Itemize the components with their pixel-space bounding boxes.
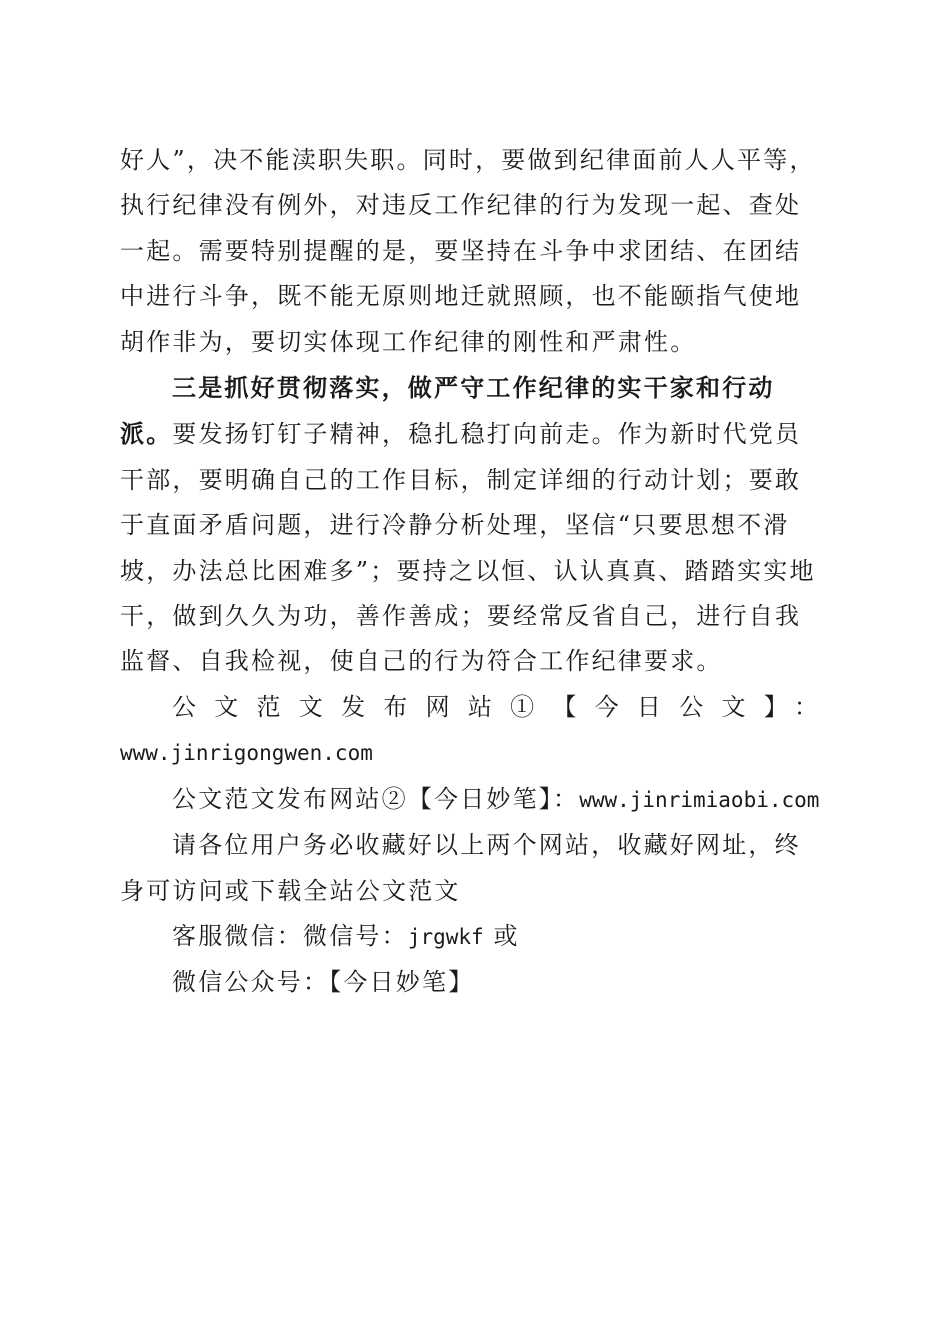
paragraph-discipline-equality: 好人”，决不能渎职失职。同时，要做到纪律面前人人平等，执行纪律没有例外，对违反工作纪律的行为发现一起、查处一起。需要特别提醒的是，要坚持在斗争中求团结、在团结中进行斗争，既不能无原则地迁就照顾，也不能颐指气使地胡作非为，要切实体现工作纪律的刚性和严肃性。 <box>120 146 816 356</box>
document-body <box>120 138 824 1006</box>
wechat-public-account: 微信公众号：【今日妙笔】 <box>172 968 475 997</box>
site1-url-line <box>120 730 824 776</box>
site1-url: www.jinrigongwen.com <box>120 741 373 766</box>
bookmark-notice: 请各位用户务必收藏好以上两个网站，收藏好网址，终身可访问或下载全站公文范文 <box>120 831 801 905</box>
site2-label: 公文范文发布网站②【今日妙笔】： <box>172 784 580 813</box>
customer-service-line <box>120 914 824 960</box>
site2-line <box>120 777 824 823</box>
customer-service-id: jrgwkf <box>407 924 484 949</box>
paragraph-implementation-body: 要发扬钉钉子精神，稳扎稳打向前走。作为新时代党员干部，要明确自己的工作目标，制定详细的行动计划；要敢于直面矛盾问题，进行冷静分析处理，坚信“只要思想不滑坡，办法总比困难多”；要持之以恒、认认真真、踏踏实实地干，做到久久为功，善作善成；要经常反省自己，进行自我监督、自我检视，使自己的行为符合工作纪律要求。 <box>120 420 816 676</box>
customer-service-or: 或 <box>493 921 520 950</box>
paragraph-implementation <box>120 365 824 685</box>
customer-service-label: 客服微信：微信号： <box>172 921 408 950</box>
paragraph-lead-heading: 三是抓好贯彻落实，做严守工作纪律的实干家和行动派。 <box>120 373 775 449</box>
site1-label: 公文范文发布网站①【今日公文】： <box>172 692 824 721</box>
site2-url: www.jinrimiaobi.com <box>579 787 820 812</box>
